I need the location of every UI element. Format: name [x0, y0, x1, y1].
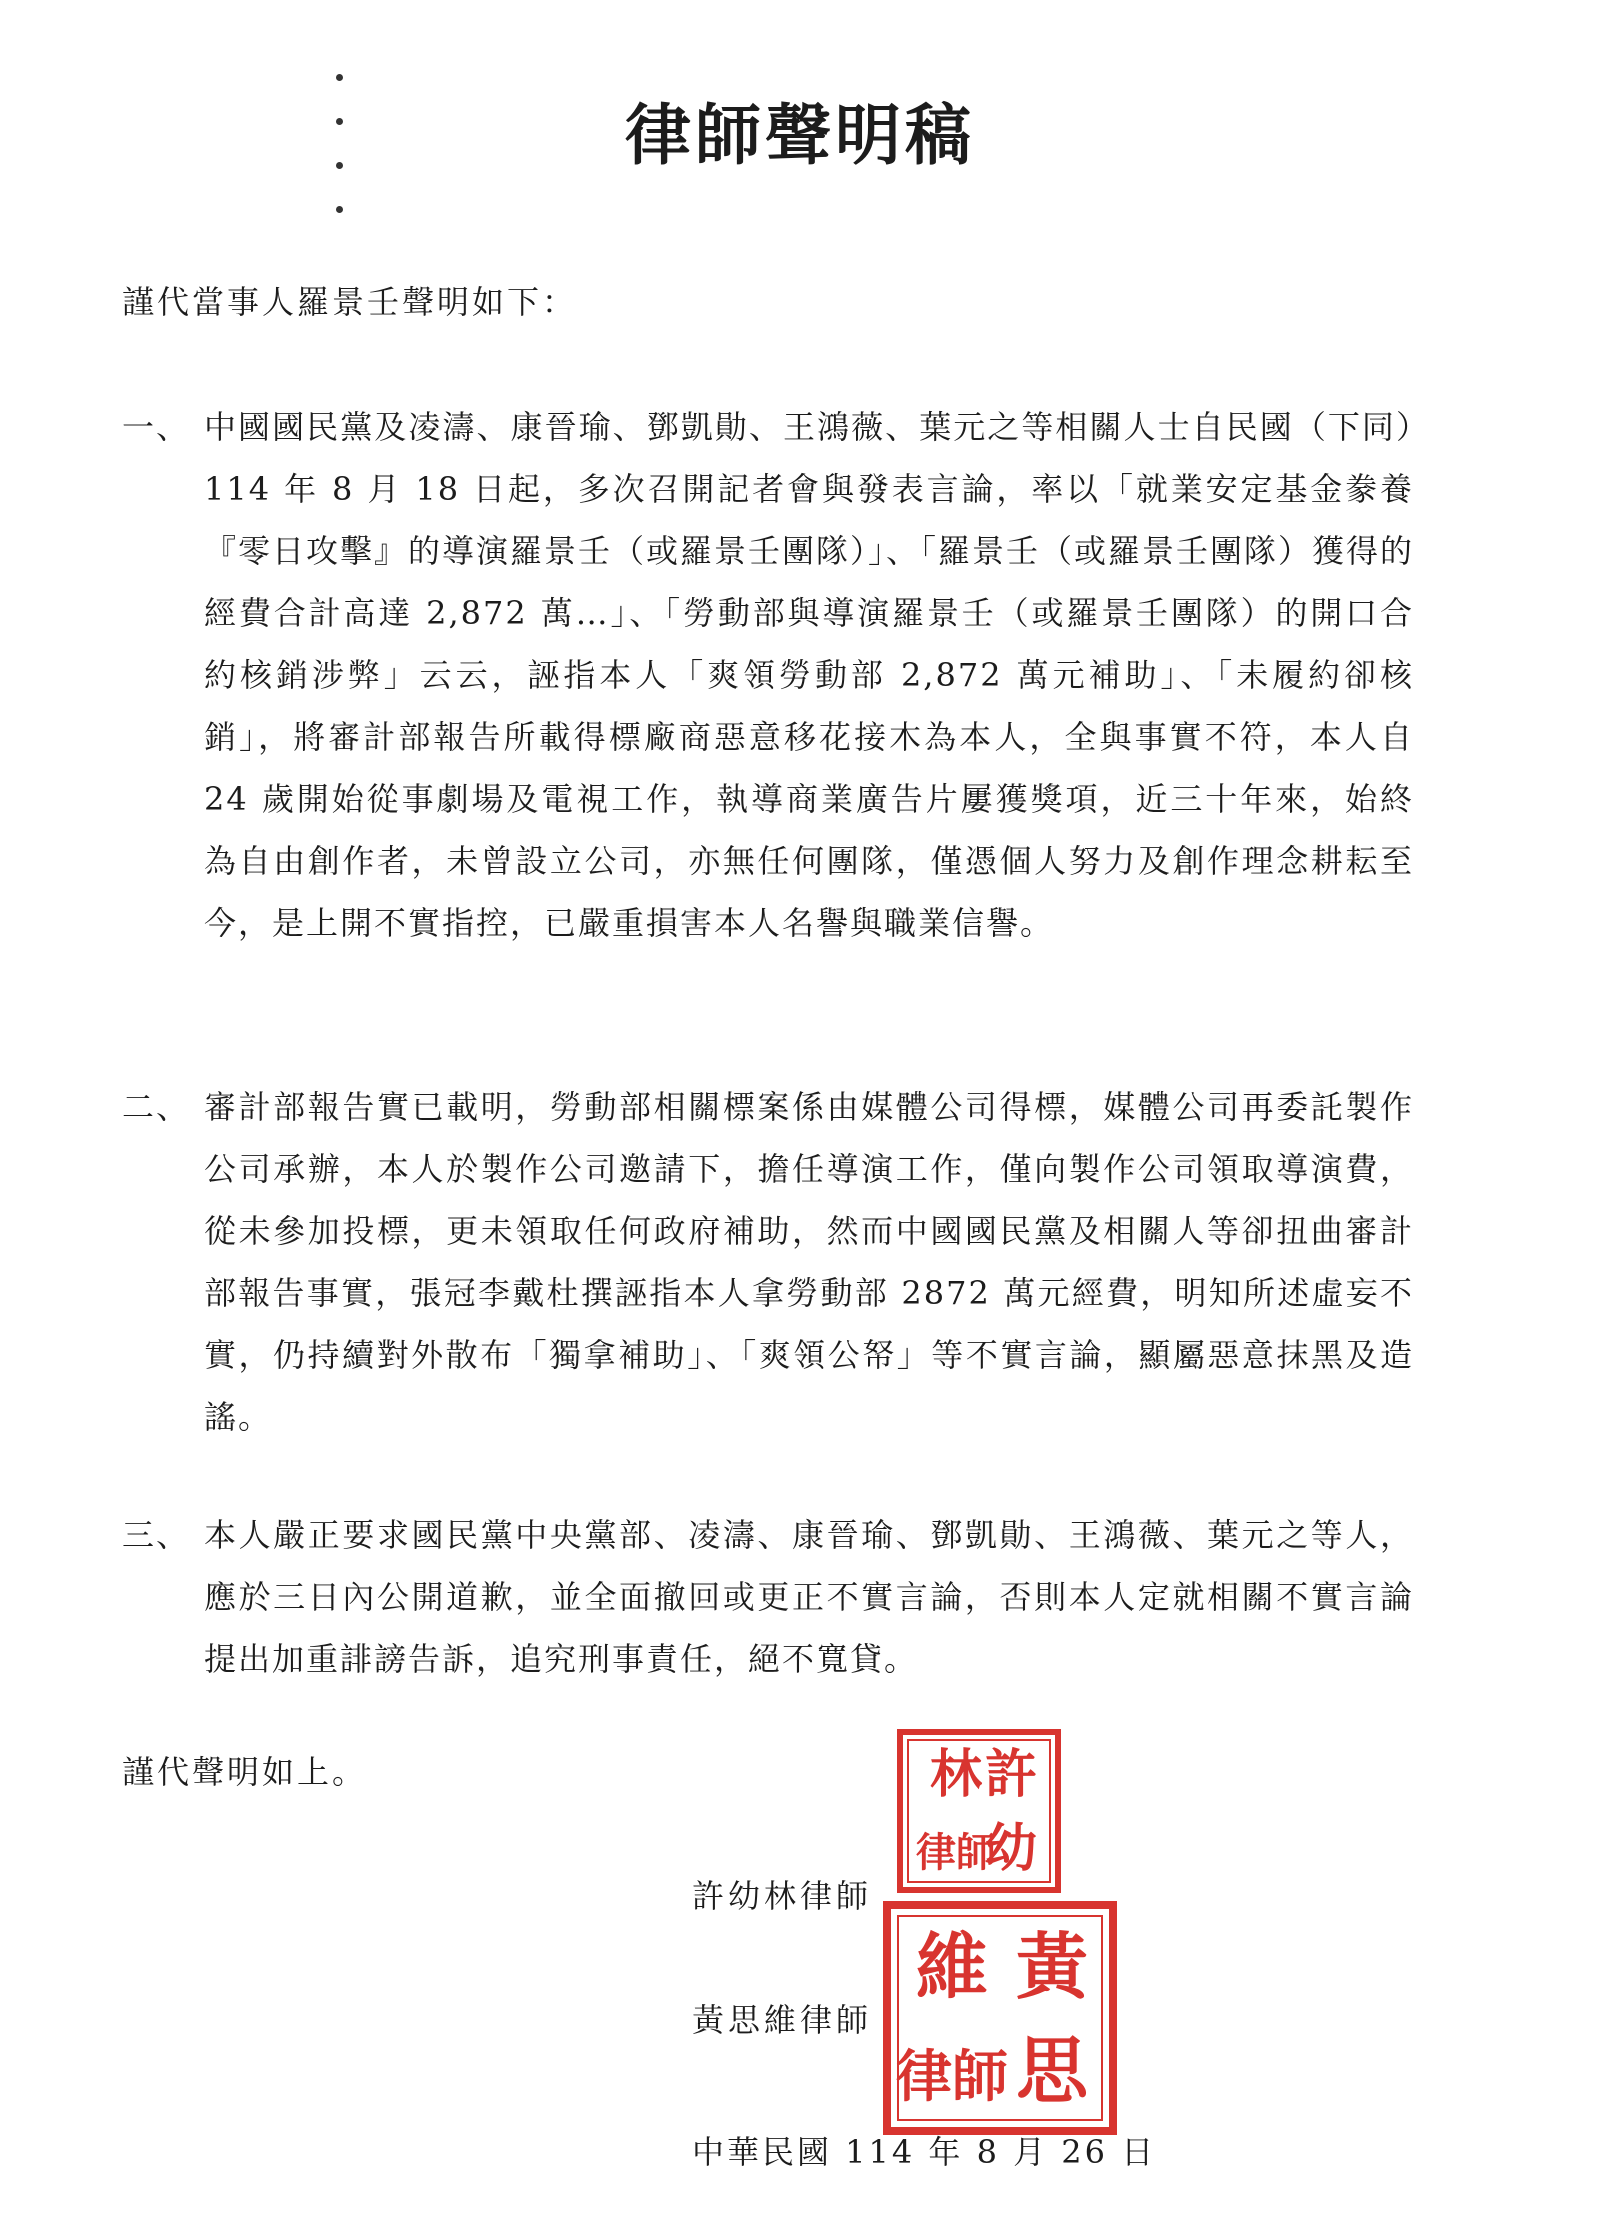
item-number: 二、 — [122, 1088, 191, 1126]
svg-text:律師: 律師 — [896, 2044, 1008, 2110]
binding-dot — [336, 74, 343, 81]
signatory-1: 許幼林律師 — [692, 1877, 873, 1915]
statement-item-3 — [122, 1504, 1422, 1690]
statement-item-1 — [122, 396, 1422, 954]
item-text: 中國國民黨及凌濤、康晉瑜、鄧凱勛、王鴻薇、葉元之等相關人士自民國（下同）114 年 8 月 18 日起，多次召開記者會與發表言論，率以「就業安定基金豢養『零日攻擊』的導演羅景壬（或羅景壬團隊）」、「羅景壬（或羅景壬團隊）獲得的經費合計高達 2,872 萬…」、「勞動部與導演羅景壬（或羅景壬團隊）的開口合約核銷涉弊」云云，誣指本人「爽領勞動部 2,872 萬元補助」、「未履約卻核銷」，將審計部報告所載得標廠商惡意移花接木為本人，全與事實不符，本人自 24 歲開始從事劇場及電視工作，執導商業廣告片屢獲獎項，近三十年來，始終為自由創作者，未曾設立公司，亦無任何團隊，僅憑個人努力及創作理念耕耘至今，是上開不實指控，已嚴重損害本人名譽與職業信譽。 — [204, 408, 1415, 942]
item-number: 一、 — [122, 408, 191, 446]
lawyer-seal-1 — [896, 1728, 1062, 1894]
lawyer-seal-2 — [882, 1900, 1118, 2136]
svg-text:黃: 黃 — [1015, 1924, 1089, 2009]
closing-line: 謹代聲明如上。 — [122, 1753, 368, 1791]
svg-text:維: 維 — [915, 1924, 989, 2009]
item-text: 審計部報告實已載明，勞動部相關標案係由媒體公司得標，媒體公司再委託製作公司承辦，本人於製作公司邀請下，擔任導演工作，僅向製作公司領取導演費，從未參加投標，更未領取任何政府補助，然而中國國民黨及相關人等卻扭曲審計部報告事實，張冠李戴杜撰誣指本人拿勞動部 2872 萬元經費，明知所述虛妄不實，仍持續對外散布「獨拿補助」、「爽領公帑」等不實言論，顯屬惡意抹黑及造謠。 — [204, 1088, 1414, 1436]
svg-text:幼: 幼 — [984, 1818, 1038, 1879]
svg-text:林: 林 — [929, 1744, 983, 1805]
intro-line: 謹代當事人羅景壬聲明如下： — [122, 283, 578, 321]
svg-text:律師: 律師 — [916, 1829, 996, 1876]
item-number: 三、 — [122, 1516, 191, 1554]
signatory-2: 黃思維律師 — [692, 2001, 873, 2039]
item-text: 本人嚴正要求國民黨中央黨部、凌濤、康晉瑜、鄧凱勛、王鴻薇、葉元之等人，應於三日內公開道歉，並全面撤回或更正不實言論，否則本人定就相關不實言論提出加重誹謗告訴，追究刑事責任，絕不寬貸。 — [204, 1516, 1414, 1678]
svg-text:思: 思 — [1015, 2028, 1089, 2113]
statement-item-2 — [122, 1076, 1422, 1448]
svg-text:許: 許 — [984, 1744, 1038, 1805]
document-title: 律師聲明稿 — [625, 96, 975, 174]
binding-dot — [336, 206, 343, 213]
document-date: 中華民國 114 年 8 月 26 日 — [692, 2133, 1157, 2171]
